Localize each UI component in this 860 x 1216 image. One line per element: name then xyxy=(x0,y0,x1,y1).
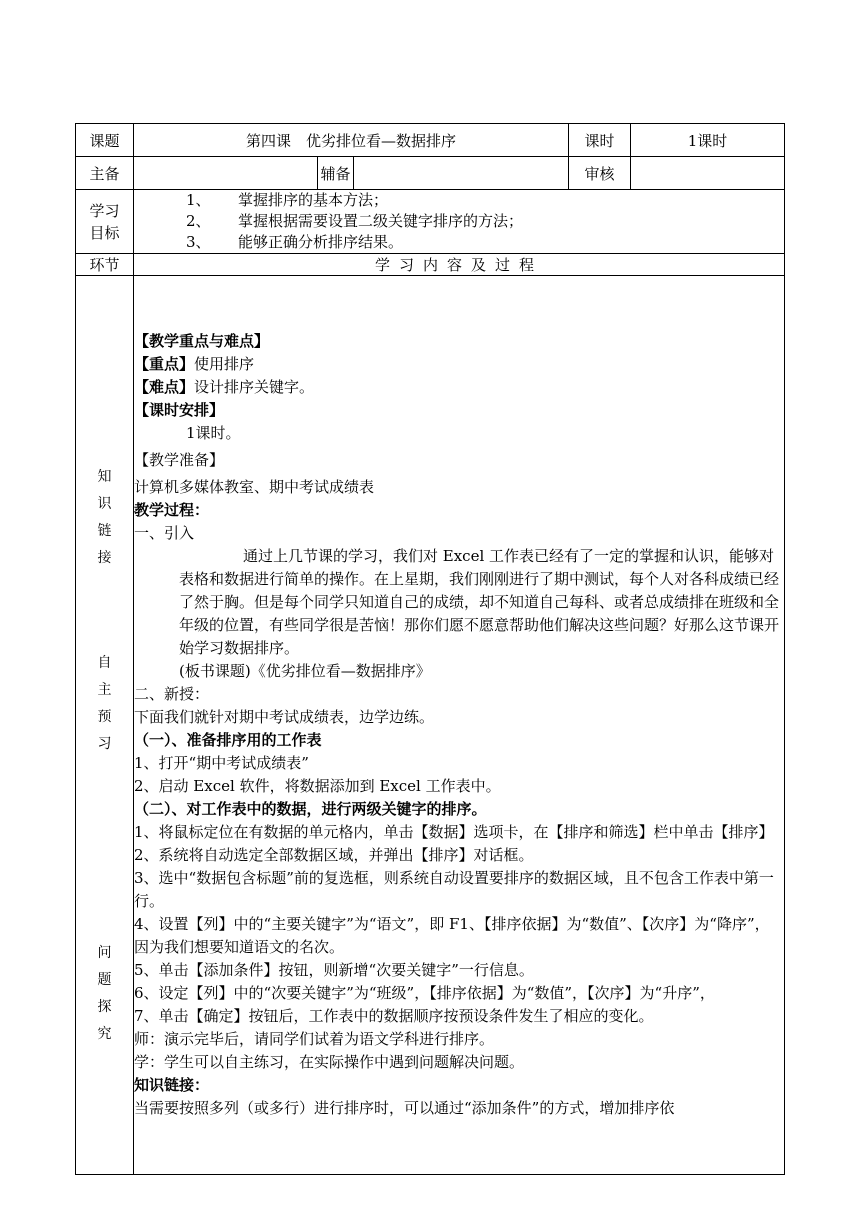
goal-item: 1、 掌握排序的基本方法； xyxy=(186,191,389,209)
link-text: 当需要按照多列（或多行）进行排序时，可以通过“添加条件”的方式，增加排序依 xyxy=(134,1099,675,1117)
board-title: (板书课题)《优劣排位看—数据排序》 xyxy=(179,662,431,680)
assist-value xyxy=(354,157,569,190)
prep-heading: 【教学准备】 xyxy=(134,451,225,469)
prep-text: 计算机多媒体教室、期中考试成绩表 xyxy=(134,478,375,496)
teacher-line: 师：演示完毕后，请同学们试着为语文学科进行排序。 xyxy=(134,1030,495,1048)
focus-line: 【重点】使用排序 xyxy=(134,355,255,373)
part1-step: 1、打开“期中考试成绩表” xyxy=(134,754,309,772)
part1-heading: （一）、准备排序用的工作表 xyxy=(134,731,322,749)
part2-step: 3、选中“数据包含标题”前的复选框，则系统自动设置要排序的数据区域，且不包含工作表中第一行。 xyxy=(134,869,774,910)
side-label-preview: 自主预习 xyxy=(97,655,112,752)
content-body xyxy=(134,276,785,1175)
intro-paragraph: 通过上几节课的学习，我们对 Excel 工作表已经有了一定的掌握和认识，能够对表格和数据进行简单的操作。在上星期，我们刚刚进行了期中测试，每个人对各科成绩已经了然于胸。但是每个同学只知道自己的成绩，却不知道自己每科、或者总成绩排在班级和全年级的位置，有些同学很是苦恼！那你们愿不愿意帮助他们解决这些问题？好那么这节课开始学习数据排序。 xyxy=(179,547,780,657)
new-intro: 下面我们就针对期中考试成绩表，边学边练。 xyxy=(134,708,435,726)
assist-label: 辅备 xyxy=(318,157,354,190)
review-value xyxy=(631,157,785,190)
topic-value: 第四课 优劣排位看—数据排序 xyxy=(134,124,569,157)
schedule-text: 1课时。 xyxy=(186,424,241,442)
process-heading: 教学过程： xyxy=(134,501,210,519)
hours-value: 1课时 xyxy=(631,124,785,157)
section-title: 学习内容及过程 xyxy=(134,254,785,276)
side-labels xyxy=(76,276,134,1175)
part2-step: 6、设定【列】中的“次要关键字”为“班级”，【排序依据】为“数值”，【次序】为“升序”， xyxy=(134,984,715,1002)
section-label: 环节 xyxy=(76,254,134,276)
goal-item: 3、 能够正确分析排序结果。 xyxy=(186,233,404,251)
goals-label: 学习目标 xyxy=(76,190,134,254)
part2-step: 1、将鼠标定位在有数据的单元格内，单击【数据】选项卡，在【排序和筛选】栏中单击【排序】 xyxy=(134,823,774,841)
staff-row xyxy=(76,157,785,190)
new-heading: 二、新授： xyxy=(134,685,210,703)
part2-step: 7、单击【确定】按钮后，工作表中的数据顺序按预设条件发生了相应的变化。 xyxy=(134,1007,654,1025)
intro-block xyxy=(134,545,784,683)
topic-row xyxy=(76,124,785,157)
side-label-explore: 问题探究 xyxy=(97,945,112,1042)
part2-step: 2、系统将自动选定全部数据区域，并弹出【排序】对话框。 xyxy=(134,846,534,864)
goal-item: 2、 掌握根据需要设置二级关键字排序的方法； xyxy=(186,212,524,230)
difficulty-line: 【难点】设计排序关键字。 xyxy=(134,378,315,396)
lead-label: 主备 xyxy=(76,157,134,190)
part2-heading: （二）、对工作表中的数据，进行两级关键字的排序。 xyxy=(134,800,487,818)
key-points-heading: 【教学重点与难点】 xyxy=(134,332,270,350)
hours-label: 课时 xyxy=(569,124,631,157)
goals-row xyxy=(76,190,785,254)
link-heading: 知识链接： xyxy=(134,1076,210,1094)
part2-step: 5、单击【添加条件】按钮，则新增“次要关键字”一行信息。 xyxy=(134,961,534,979)
side-label-knowledge: 知识链接 xyxy=(97,469,112,566)
intro-heading: 一、引入 xyxy=(134,524,195,542)
review-label: 审核 xyxy=(569,157,631,190)
part2-step: 4、设置【列】中的“主要关键字”为“语文”，即 F1、【排序依据】为“数值”、【次序】为“降序”，因为我们想要知道语文的名次。 xyxy=(134,915,770,956)
schedule-heading: 【课时安排】 xyxy=(134,401,225,419)
student-line: 学：学生可以自主练习，在实际操作中遇到问题解决问题。 xyxy=(134,1053,525,1071)
lesson-plan-table xyxy=(75,123,785,1175)
topic-label: 课题 xyxy=(76,124,134,157)
part1-step: 2、启动 Excel 软件，将数据添加到 Excel 工作表中。 xyxy=(134,777,501,795)
goals-list xyxy=(134,190,785,254)
lead-value xyxy=(134,157,318,190)
section-row xyxy=(76,254,785,276)
content-row xyxy=(76,276,785,1175)
